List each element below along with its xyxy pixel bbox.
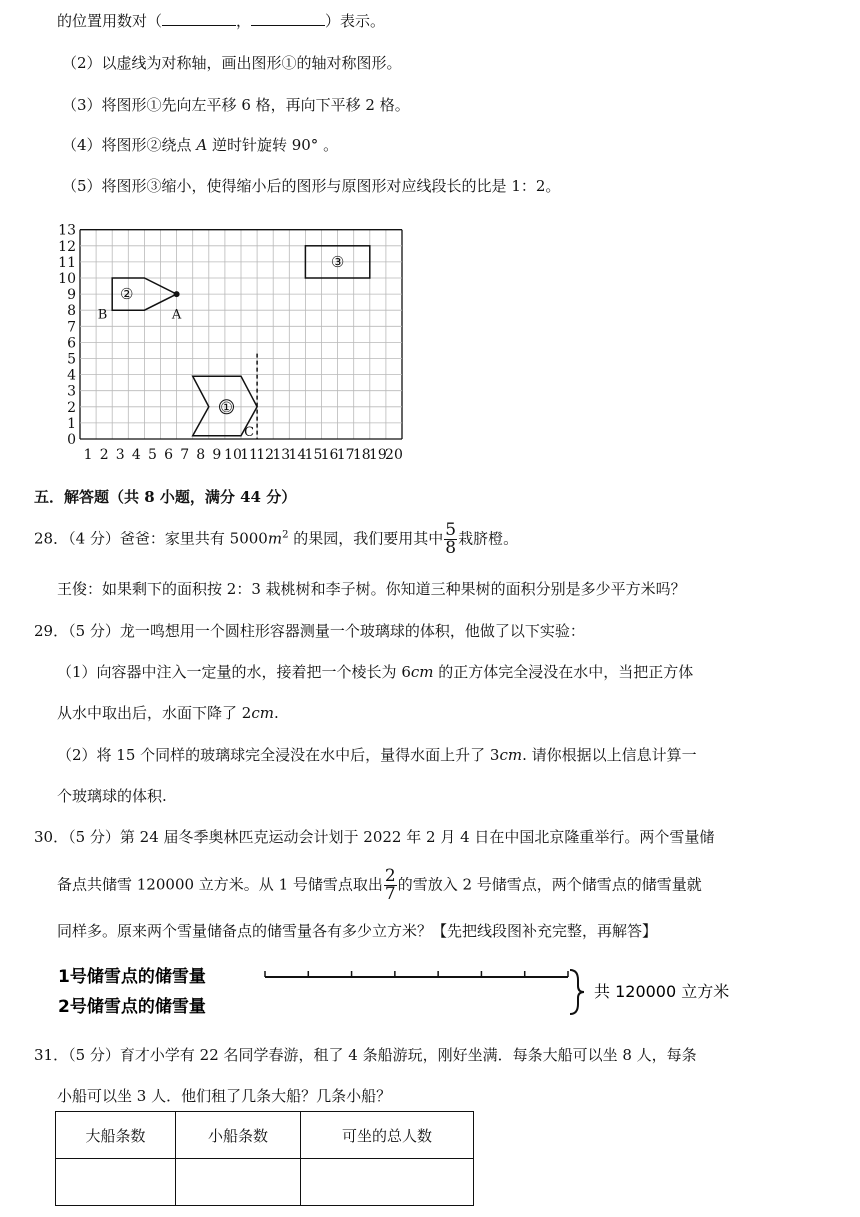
q27-part3: （3）将图形①先向左平移 6 格，再向下平移 2 格。: [62, 96, 410, 114]
y-tick-label: 1: [67, 415, 76, 432]
segment-label-1: 1号储雪点的储雪量: [58, 967, 206, 987]
y-tick-label: 12: [58, 238, 76, 255]
q30-line2: 备点共储雪 120000 立方米。从 1 号储雪点取出 $\frac{2}{7}$ 的雪放入 2 号储雪点，两个储雪点的储雪量就: [57, 866, 702, 904]
q29-line5: 个玻璃球的体积.: [57, 787, 167, 805]
q27-part2: （2）以虚线为对称轴，画出图形①的轴对称图形。: [62, 54, 402, 72]
shape-1-label: ①: [220, 399, 233, 416]
q28-line1: 28．（4 分）爸爸：家里共有 $5000m^2$ 的果园，我们要用其中 $\frac{5}{8}$ 栽脐橙。: [34, 520, 519, 558]
answer-blank-2[interactable]: [251, 11, 325, 26]
q28-line2: 王俊：如果剩下的面积按 2：3 栽桃树和李子树。你知道三种果树的面积分别是多少平方米吗？: [57, 580, 686, 598]
q29-line1: 29．（5 分）龙一鸣想用一个圆柱形容器测量一个玻璃球的体积，他做了以下实验：: [34, 622, 585, 640]
section-5-title: 五．解答题（共 8 小题，满分 44 分）: [34, 488, 297, 506]
x-tick-label: 15: [304, 447, 323, 463]
q27-part5: （5）将图形③缩小，使得缩小后的图形与原图形对应线段长的比是 1：2。: [62, 177, 561, 195]
y-tick-label: 5: [67, 351, 76, 368]
x-tick-label: 7: [180, 447, 190, 463]
cell-total-people[interactable]: [301, 1159, 474, 1206]
shape-3-label: ③: [330, 252, 345, 271]
x-tick-label: 14: [288, 447, 307, 463]
y-tick-label: 13: [58, 222, 76, 239]
x-tick-label: 6: [164, 447, 174, 463]
y-tick-label: 10: [58, 271, 76, 287]
x-tick-label: 4: [131, 447, 141, 463]
q29-line4: （2）将 15 个同样的玻璃球完全浸没在水中后，量得水面上升了 3cm. 请你根据以上信息计算一: [57, 746, 697, 764]
x-tick-label: 1: [83, 447, 93, 463]
y-tick-label: 4: [67, 367, 76, 384]
x-tick-label: 16: [320, 447, 339, 463]
y-axis-labels: [58, 223, 76, 448]
table-header-row: [56, 1112, 474, 1159]
header-total-people: 可坐的总人数: [301, 1112, 474, 1159]
q29-line3: 从水中取出后，水面下降了 2cm.: [57, 704, 279, 722]
x-tick-label: 20: [385, 447, 403, 463]
point-c-label: C: [244, 425, 255, 440]
answer-table: [55, 1111, 474, 1206]
q31-line2: 小船可以坐 3 人．他们租了几条大船？几条小船？: [57, 1087, 392, 1105]
y-tick-label: 8: [67, 303, 76, 320]
segment-label-2: 2号储雪点的储雪量: [58, 997, 206, 1017]
y-tick-label: 11: [58, 254, 76, 271]
fraction-2-7: $\frac{2}{7}$: [384, 866, 396, 904]
y-tick-label: 3: [67, 383, 76, 400]
x-tick-label: 13: [272, 447, 291, 463]
y-tick-label: 9: [67, 287, 76, 304]
point-a-label: A: [171, 307, 182, 323]
x-axis-labels: [84, 447, 403, 463]
header-big-boats: 大船条数: [56, 1112, 176, 1159]
q27-part4: （4）将图形②绕点 A 逆时针旋转 90° 。: [62, 136, 339, 154]
cell-small-boats[interactable]: [176, 1159, 301, 1206]
table-row: [56, 1159, 474, 1206]
q30-line1: 30．（5 分）第 24 届冬季奥林匹克运动会计划于 2022 年 2 月 4 日在中国北京隆重举行。两个雪量储: [34, 828, 715, 846]
header-small-boats: 小船条数: [176, 1112, 301, 1159]
cell-big-boats[interactable]: [56, 1159, 176, 1206]
grid-lines: [80, 230, 402, 439]
x-tick-label: 2: [99, 447, 109, 463]
y-tick-label: 2: [67, 399, 76, 416]
point-a-dot: [174, 291, 180, 297]
q29-line2: （1）向容器中注入一定量的水，接着把一个棱长为 6cm 的正方体完全浸没在水中，当把正方体: [57, 663, 694, 681]
x-tick-label: 9: [212, 447, 222, 463]
x-tick-label: 5: [147, 447, 157, 463]
x-tick-label: 18: [352, 447, 371, 463]
segment-brace: [570, 970, 584, 1014]
x-tick-label: 11: [240, 447, 258, 463]
x-tick-label: 10: [224, 447, 242, 463]
fraction-5-8: $\frac{5}{8}$: [445, 520, 457, 558]
y-tick-label: 0: [67, 432, 76, 448]
coordinate-grid: [52, 208, 422, 470]
q31-line1: 31．（5 分）育才小学有 22 名同学春游，租了 4 条船游玩，刚好坐满．每条大船可以坐 8 人，每条: [34, 1046, 697, 1064]
segment-diagram: [58, 960, 778, 1020]
q30-line3: 同样多。原来两个雪量储备点的储雪量各有多少立方米？【先把线段图补充完整，再解答】: [57, 922, 658, 940]
point-b-label: B: [97, 307, 108, 323]
y-tick-label: 6: [67, 335, 76, 352]
q27-line1: 的位置用数对（ ， ）表示。: [57, 12, 386, 30]
y-tick-label: 7: [67, 319, 76, 336]
x-tick-label: 19: [368, 447, 387, 463]
x-tick-label: 12: [256, 447, 275, 463]
shape-2-label: ②: [119, 285, 134, 304]
segment-total-label: 共 120000 立方米: [594, 982, 730, 1001]
answer-blank-1[interactable]: [162, 11, 236, 26]
x-tick-label: 3: [115, 447, 125, 463]
x-tick-label: 17: [336, 447, 355, 463]
x-tick-label: 8: [196, 447, 206, 463]
